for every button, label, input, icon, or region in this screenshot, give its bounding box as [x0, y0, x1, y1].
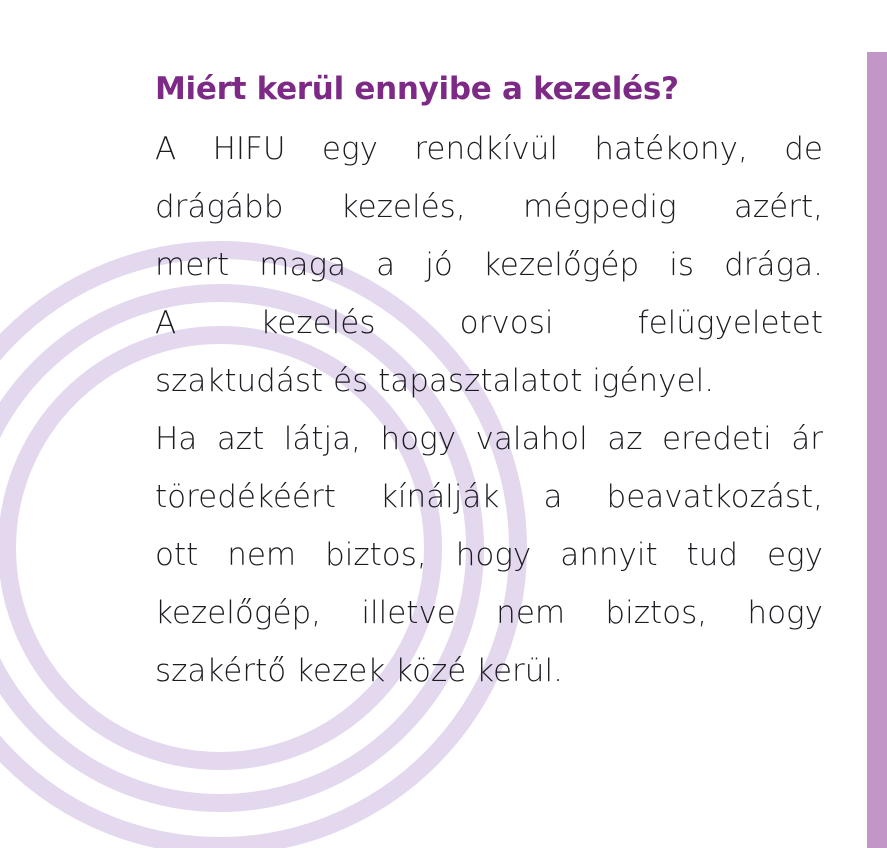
text-line: A HIFU egy rendkívül hatékony, de [155, 131, 823, 167]
text-line: kezelőgép, illetve nem biztos, hogy [155, 595, 823, 631]
accent-side-bar [867, 52, 887, 848]
text-line: szakértő kezek közé kerül. [155, 653, 563, 689]
paragraph-cost-reason [155, 120, 823, 410]
text-line: szaktudást és tapasztalatot igényel. [155, 363, 715, 399]
text-line: mert maga a jó kezelőgép is drága. [155, 247, 823, 283]
section-heading: Miért kerül ennyibe a kezelés? [155, 71, 679, 107]
text-line: töredékéért kínálják a beavatkozást, [155, 479, 823, 515]
text-line: drágább kezelés, mégpedig azért, [155, 189, 823, 225]
article-section [155, 62, 823, 700]
text-line: Ha azt látja, hogy valahol az eredeti ár [155, 421, 823, 457]
text-line: ott nem biztos, hogy annyit tud egy [155, 537, 823, 573]
text-line: A kezelés orvosi felügyeletet [155, 305, 823, 341]
paragraph-warning [155, 410, 823, 700]
